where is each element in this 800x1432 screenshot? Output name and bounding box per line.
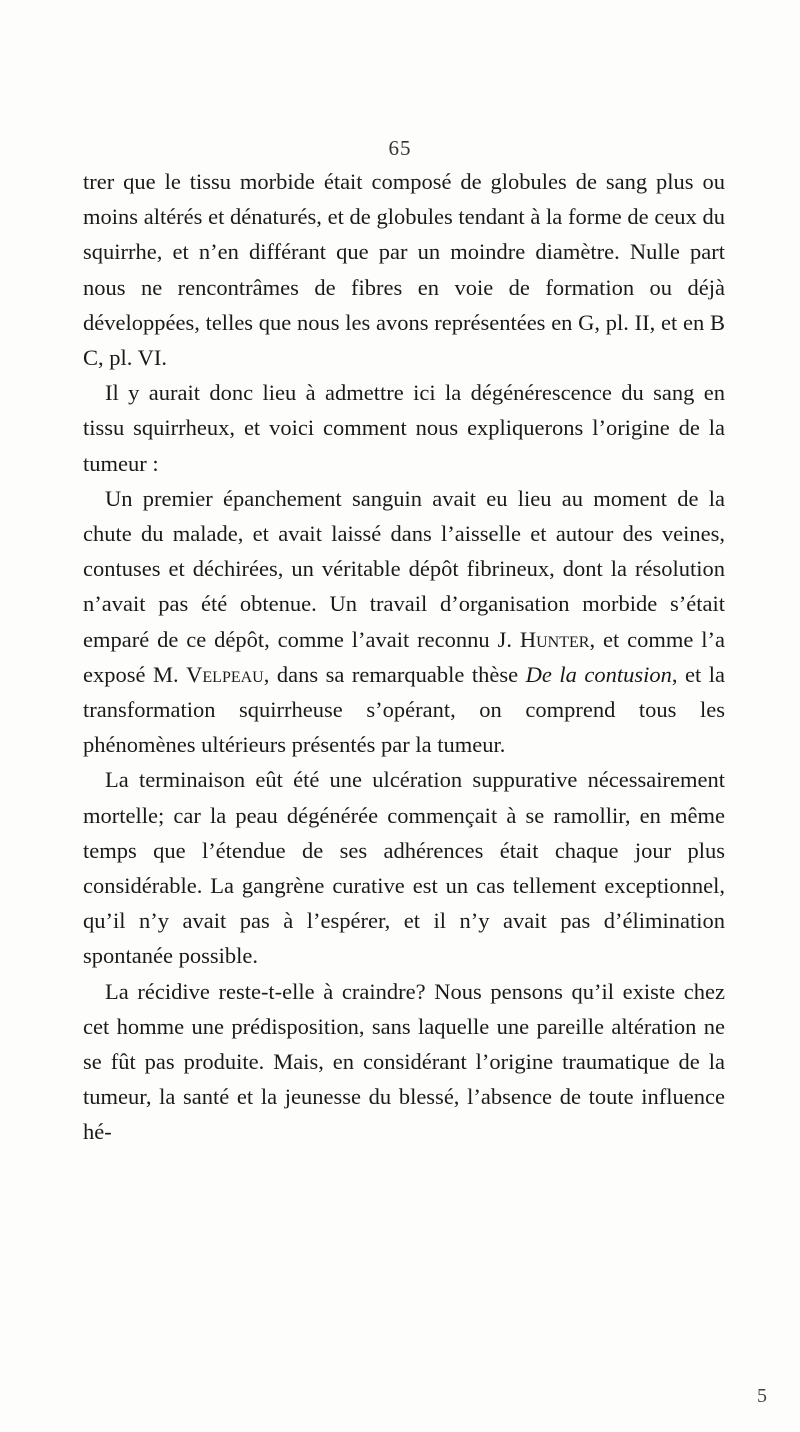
body-text <box>83 164 725 1150</box>
text-run: Il y aurait donc lieu à admettre ici la dégénérescence du sang en tissu squirrheux, et voici comment nous expliquerons l’origine de la tumeur : <box>83 380 725 476</box>
text-run: La récidive reste-t-elle à craindre? Nous pensons qu’il existe chez cet homme une prédisposition, sans laquelle une pareille altération ne se fût pas produite. Mais, en considérant l’origine traumatique de la tumeur, la santé et la jeunesse du blessé, l’absence de toute influence hé- <box>83 978 725 1145</box>
text-run: La terminaison eût été une ulcération suppurative nécessairement mortelle; car la peau dégénérée commençait à se ramollir, en même temps que l’étendue de ses adhérences était chaque jour plus considérable. La gangrène curative est un cas tellement exceptionnel, qu’il n’y avait pas à l’espérer, et il n’y avait pas d’élimination spontanée possible. <box>83 767 725 969</box>
author-name: Hunter <box>519 626 590 652</box>
author-name: Velpeau <box>186 661 264 687</box>
paragraph <box>83 481 725 763</box>
text-run: , dans sa remarquable thèse <box>263 661 526 687</box>
paragraph <box>83 375 725 481</box>
text-run: Un premier épanchement sanguin avait eu lieu au moment de la chute du malade, et avait laissé dans l’aisselle et autour des veines, contuses et déchirées, un véritable dépôt fibrineux, dont la résolution n’avait pas été obtenue. Un travail d’organisation morbide s’était emparé de ce dépôt, comme l’avait reconnu J. <box>83 485 725 652</box>
text-run: , et comme l’a exposé M. <box>83 626 725 687</box>
paragraph <box>83 164 725 375</box>
page-number: 65 <box>388 136 412 160</box>
paragraph <box>83 974 725 1150</box>
text-run: , et la transformation squirrheuse s’opérant, on comprend tous les phénomènes ultérieurs présentés par la tumeur. <box>83 661 725 758</box>
paragraph <box>83 762 725 973</box>
signature-mark: 5 <box>757 1385 767 1407</box>
text-run: trer que le tissu morbide était composé de globules de sang plus ou moins altérés et dénaturés, et de globules tendant à la forme de ceux du squirrhe, et n’en différant que par un moindre diamètre. Nulle part nous ne rencontrâmes de fibres en voie de formation ou déjà développées, telles que nous les avons représentées en G, pl. II, et en B C, pl. VI. <box>83 169 725 371</box>
italic-title: De la contusion <box>525 661 672 687</box>
